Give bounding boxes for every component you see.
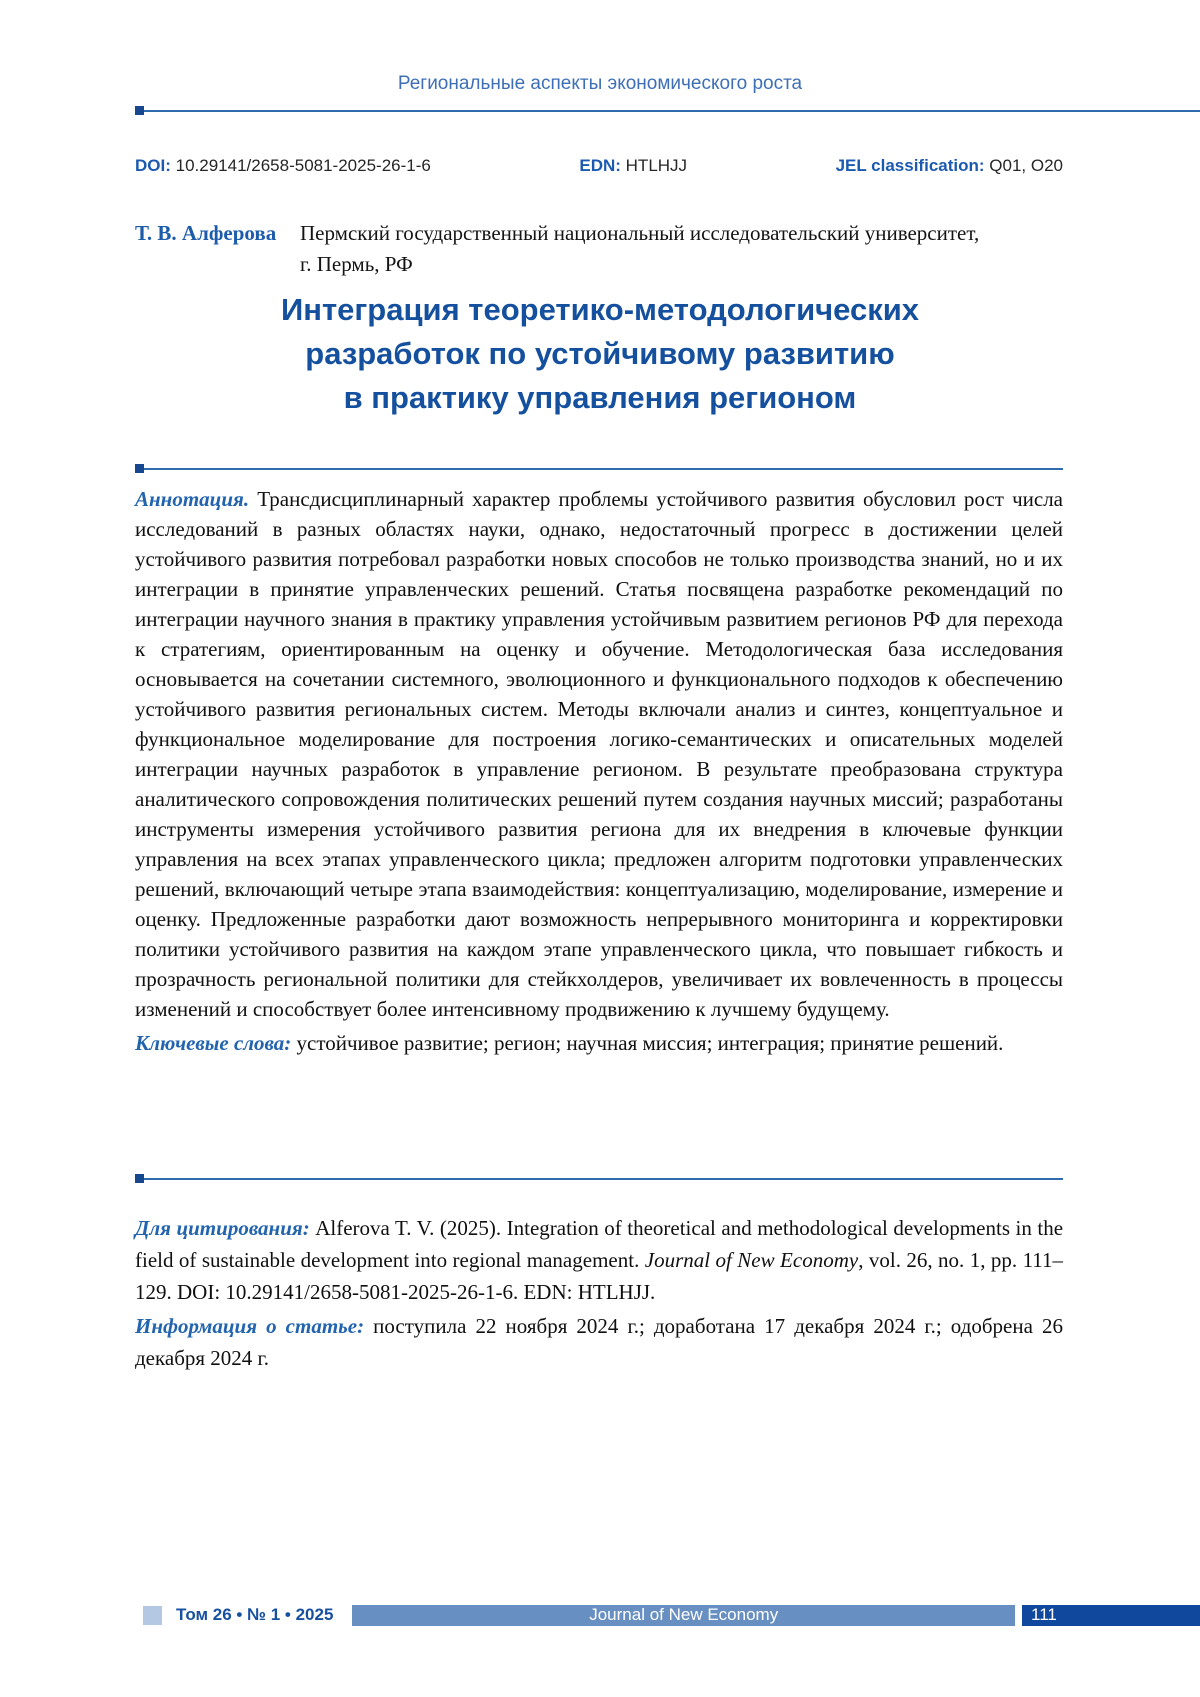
citation-rule xyxy=(135,1174,1063,1183)
affiliation-line-2: г. Пермь, РФ xyxy=(300,252,413,276)
citation-paragraph xyxy=(135,1212,1063,1308)
doi-value: 10.29141/2658-5081-2025-26-1-6 xyxy=(175,156,431,175)
abstract-section xyxy=(135,484,1063,1058)
rule-square-marker xyxy=(135,1174,144,1183)
header-rule xyxy=(135,106,1200,115)
edn-label: EDN: xyxy=(579,156,621,175)
page-footer xyxy=(0,1604,1200,1626)
rule-line xyxy=(144,1178,1063,1180)
abstract-label: Аннотация. xyxy=(135,487,250,511)
abstract-text: Трансдисциплинарный характер проблемы устойчивого развития обусловил рост числа исследований в разных областях науки, однако, недостаточный прогресс в достижении целей устойчивого развития потребовал разработки новых способов не только производства знаний, но и их интеграции в принятие управленческих решений. Статья посвящена разработке рекомендаций по интеграции научного знания в практику управления устойчивым развитием регионов РФ для перехода к стратегиям, ориентированным на оценку и обучение. Методологическая база исследования основывается на сочетании системного, эволюционного и функционального подходов к обеспечению устойчивого развития региональных систем. Методы включали анализ и синтез, концептуальное и функциональное моделирование для построения логико-семантических и описательных моделей интеграции научных разработок в управление регионом. В результате преобразована структура аналитического сопровождения политических решений путем создания научных миссий; разработаны инструменты измерения устойчивого развития региона для их внедрения в ключевые функции управления на всех этапах управленческого цикла; предложен алгоритм подготовки управленческих решений, включающий четыре этапа взаимодействия: концептуализацию, моделирование, измерение и оценку. Предложенные разработки дают возможность непрерывного мониторинга и корректировки политики устойчивого развития на каждом этапе управленческого цикла, что повышает гибкость и прозрачность региональной политики для стейкхолдеров, увеличивает их вовлеченность в процессы изменений и способствует более интенсивному продвижению к лучшему будущему. xyxy=(135,487,1064,1021)
keywords-text: устойчивое развитие; регион; научная миссия; интеграция; принятие решений. xyxy=(296,1031,1004,1055)
article-info-paragraph xyxy=(135,1310,1063,1374)
citation-label: Для цитирования: xyxy=(135,1216,310,1240)
footer-journal-bar xyxy=(352,1605,1015,1626)
footer-page-number-box xyxy=(1022,1605,1200,1626)
article-title-line-3: в практику управления регионом xyxy=(343,380,857,415)
footer-journal-name: Journal of New Economy xyxy=(589,1605,779,1624)
abstract-rule xyxy=(135,464,1063,473)
citation-text-before-journal: Alferova T. V. (2025). Integration of theoretical and methodological developments in the field of sustainable development into regional management. xyxy=(135,1216,1064,1272)
footer-volume-issue: Том 26 • № 1 • 2025 xyxy=(176,1605,334,1624)
running-head: Региональные аспекты экономического роста xyxy=(397,73,803,94)
author-name: Т. В. Алферова xyxy=(135,221,277,245)
article-title-line-1: Интеграция теоретико-методологических xyxy=(280,292,920,327)
jel-label: JEL classification: xyxy=(835,156,985,175)
article-meta-row xyxy=(135,156,1063,176)
doi-field xyxy=(135,156,431,176)
footer-square-marker xyxy=(143,1606,162,1625)
citation-journal-name: Journal of New Economy xyxy=(644,1248,859,1272)
article-title xyxy=(0,288,1200,420)
citation-section xyxy=(135,1212,1063,1374)
rule-line xyxy=(144,468,1063,470)
footer-page-number: 111 xyxy=(1031,1605,1057,1624)
author-block xyxy=(135,218,1063,280)
edn-field xyxy=(579,156,687,176)
abstract-paragraph xyxy=(135,484,1063,1024)
article-info-label: Информация о статье: xyxy=(135,1314,365,1338)
rule-line xyxy=(144,110,1200,112)
keywords-paragraph xyxy=(135,1028,1063,1058)
doi-label: DOI: xyxy=(135,156,171,175)
affiliation-line-1: Пермский государственный национальный исследовательский университет, xyxy=(300,221,980,245)
jel-value: Q01, O20 xyxy=(989,156,1063,175)
rule-square-marker xyxy=(135,106,144,115)
rule-square-marker xyxy=(135,464,144,473)
citation-text-after-journal: , vol. 26, no. 1, pp. 111–129. DOI: 10.29141/2658-5081-2025-26-1-6. EDN: HTLHJJ. xyxy=(135,1248,1064,1304)
article-info-text: поступила 22 ноября 2024 г.; доработана 17 декабря 2024 г.; одобрена 26 декабря 2024 г. xyxy=(135,1314,1063,1370)
article-title-line-2: разработок по устойчивому развитию xyxy=(305,336,895,371)
author-affiliation xyxy=(300,218,979,280)
jel-field xyxy=(836,156,1063,176)
edn-value: HTLHJJ xyxy=(625,156,688,175)
keywords-label: Ключевые слова: xyxy=(135,1031,292,1055)
